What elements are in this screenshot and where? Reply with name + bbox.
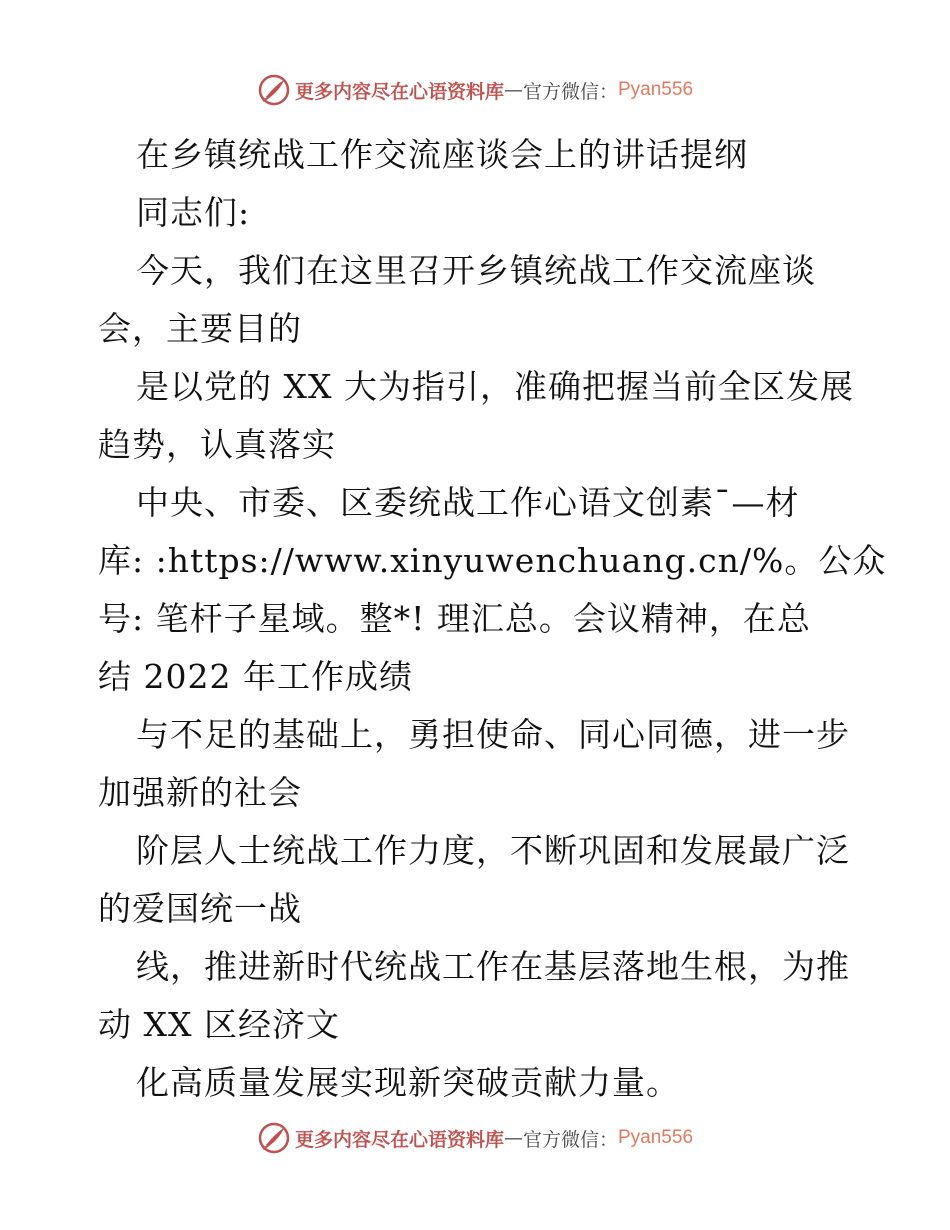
- document-line: 的爱国统一战: [98, 889, 302, 928]
- document-body: [98, 126, 887, 1112]
- document-line: 化高质量发展实现新突破贡献力量。: [136, 1063, 680, 1102]
- document-line: 会，主要目的: [98, 309, 302, 348]
- document-line: 中央、市委、区委统战工作心语文创素¯—材: [136, 483, 800, 522]
- document-line: 与不足的基础上，勇担使命、同心同德，进一步: [136, 715, 850, 754]
- document-line: 号: 笔杆子星域。整*! 理汇总。会议精神，在总: [98, 599, 811, 638]
- header-separator: —: [503, 79, 521, 101]
- header-official-label: 官方微信：: [522, 80, 618, 103]
- document-line: 趋势，认真落实: [98, 425, 336, 464]
- footer-watermark: [0, 1118, 950, 1158]
- quill-logo-icon: [257, 73, 291, 107]
- document-line: 同志们:: [136, 193, 251, 232]
- quill-logo-icon: [257, 1121, 291, 1155]
- header-wechat-id: Pyan556: [618, 79, 694, 100]
- header-watermark: [0, 70, 950, 110]
- document-line: 今天，我们在这里召开乡镇统战工作交流座谈: [136, 251, 816, 290]
- footer-separator: —: [503, 1127, 521, 1149]
- document-line: 动 XX 区经济文: [98, 1005, 340, 1044]
- document-line: 在乡镇统战工作交流座谈会上的讲话提纲: [136, 135, 748, 174]
- document-line: 阶层人士统战工作力度，不断巩固和发展最广泛: [136, 831, 850, 870]
- footer-lead-text: 更多内容尽在心语资料库: [294, 1128, 504, 1151]
- document-line: 是以党的 XX 大为指引，准确把握当前全区发展: [136, 367, 854, 406]
- document-line: 线，推进新时代统战工作在基层落地生根，为推: [136, 947, 850, 986]
- document-line: 库: :https://www.xinyuwenchuang.cn/%。公众: [98, 541, 887, 580]
- footer-official-label: 官方微信：: [522, 1128, 618, 1151]
- footer-wechat-id: Pyan556: [618, 1127, 694, 1148]
- document-line: 加强新的社会: [98, 773, 302, 812]
- document-line: 结 2022 年工作成绩: [98, 657, 413, 696]
- header-lead-text: 更多内容尽在心语资料库: [294, 80, 504, 103]
